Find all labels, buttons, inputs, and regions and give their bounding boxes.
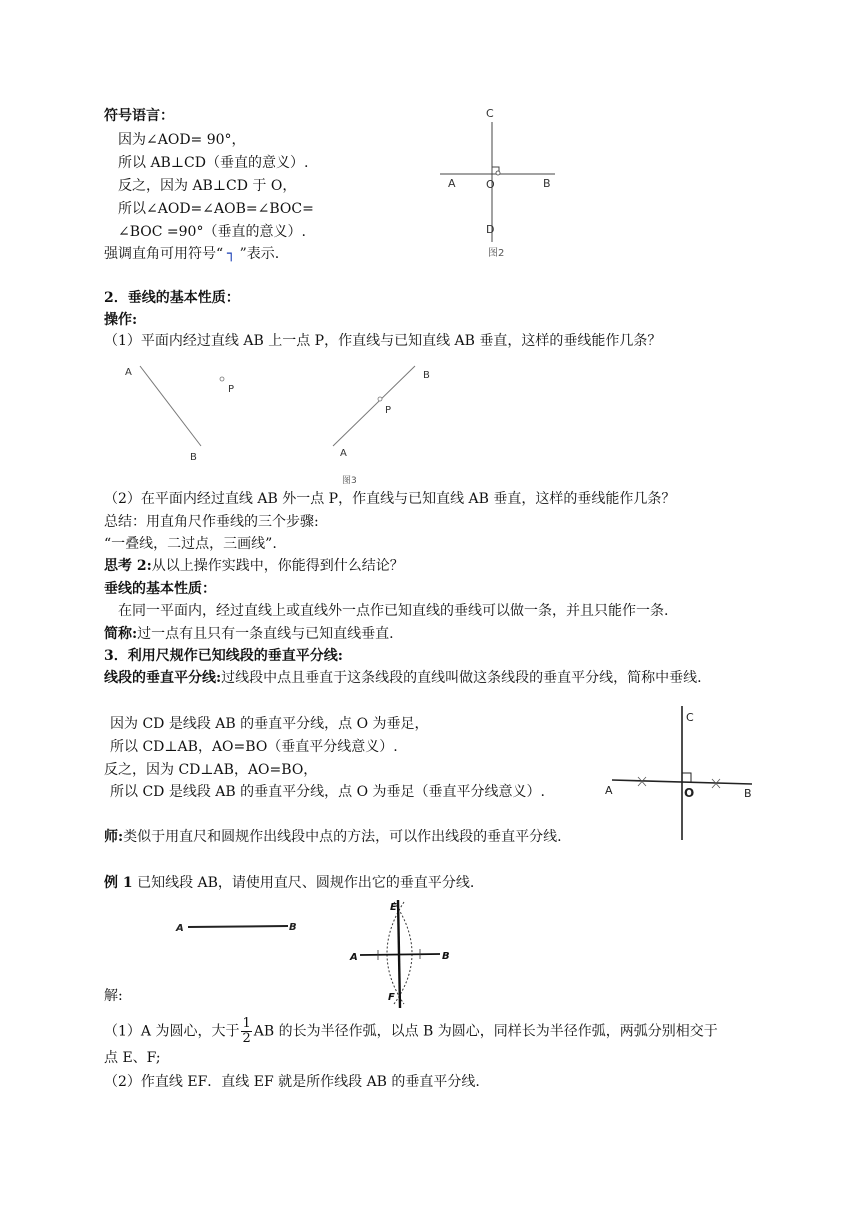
section1-line-2: 所以 AB⊥CD（垂直的意义）. <box>118 155 309 171</box>
fig3-label-b1: B <box>190 452 197 463</box>
teacher-text: 类似于用直尺和圆规作出线段中点的方法，可以作出线段的垂直平分线. <box>123 829 562 845</box>
fig2-label-a: A <box>448 177 456 190</box>
section1-line-5: ∠BOC =90°（垂直的意义）. <box>118 224 306 240</box>
fig4-label-c: C <box>686 711 694 724</box>
think-2 <box>104 556 404 576</box>
example-text: 已知线段 AB，请使用直尺、圆规作出它的垂直平分线. <box>137 875 475 891</box>
section1-line-1: 因为∠AOD= 90°， <box>118 132 246 148</box>
figure-4 <box>604 704 764 844</box>
section2-heading: 2．垂线的基本性质： <box>104 290 240 306</box>
figure-2 <box>440 100 570 265</box>
step1-part-b: AB 的长为半径作弧，以点 B 为圆心，同样长为半径作弧，两弧分别相交于 <box>253 1023 718 1040</box>
fig6-label-f: F <box>388 992 395 1003</box>
fraction-denominator: 2 <box>242 1031 251 1046</box>
step-1-continued: 点 E、F; <box>104 1050 161 1066</box>
think-label: 思考 2: <box>104 558 152 574</box>
note-before: 强调直角可用符号“ <box>104 246 224 262</box>
definition-label: 线段的垂直平分线: <box>104 670 222 686</box>
fig4-label-a: A <box>605 784 613 797</box>
question-2: （2）在平面内经过直线 AB 外一点 P，作直线与已知直线 AB 垂直，这样的垂线能作几条？ <box>104 491 676 507</box>
section3-line-2: 所以 CD⊥AB，AO=BO（垂直平分线意义）. <box>110 739 398 755</box>
section3-heading: 3．利用尺规作已知线段的垂直平分线: <box>104 648 343 664</box>
operation-heading: 操作: <box>104 312 138 328</box>
fig5-label-a: A <box>176 923 184 934</box>
teacher-label: 师: <box>104 829 124 845</box>
step-2: （2）作直线 EF．直线 EF 就是所作线段 AB 的垂直平分线. <box>104 1074 480 1090</box>
right-angle-symbol: ┐ <box>227 246 236 262</box>
figure-6 <box>346 898 456 1013</box>
short-label: 简称: <box>104 626 138 642</box>
fig5-label-b: B <box>289 922 297 933</box>
definition-text: 过线段中点且垂直于这条线段的直线叫做这条线段的垂直平分线，简称中垂线. <box>221 670 702 686</box>
think-text: 从以上操作实践中，你能得到什么结论？ <box>151 558 404 574</box>
fig2-caption: 图2 <box>488 248 505 259</box>
fig3-label-a2: A <box>340 448 347 459</box>
figure-5 <box>176 915 301 939</box>
fig3-label-p1: P <box>228 384 235 395</box>
fig6-label-a: A <box>350 952 358 963</box>
fig2-label-d: D <box>486 223 495 236</box>
fig6-label-e: E <box>390 902 397 913</box>
fig4-label-b: B <box>744 787 752 800</box>
example-label: 例 1 <box>104 875 133 891</box>
fig3-label-a1: A <box>125 367 132 378</box>
short-statement <box>104 624 394 644</box>
fraction-numerator: 1 <box>242 1016 251 1031</box>
fraction-one-half <box>241 1017 251 1046</box>
step1-part-a: （1）A 为圆心，大于 <box>104 1023 240 1040</box>
solution-label: 解: <box>104 988 123 1004</box>
question-1: （1）平面内经过直线 AB 上一点 P，作直线与已知直线 AB 垂直，这样的垂线能作几条？ <box>104 333 662 349</box>
note-after: ”表示. <box>239 246 280 262</box>
section1-line-4: 所以∠AOD=∠AOB=∠BOC= <box>118 201 314 217</box>
definition <box>104 668 702 688</box>
section1-line-3: 反之，因为 AB⊥CD 于 O， <box>118 178 297 194</box>
section3-line-3: 反之，因为 CD⊥AB，AO=BO， <box>104 762 318 778</box>
section1-heading: 符号语言： <box>104 108 174 124</box>
example-1 <box>104 873 474 893</box>
right-angle-note <box>104 244 279 264</box>
property-heading: 垂线的基本性质： <box>104 581 216 597</box>
section3-line-1: 因为 CD 是线段 AB 的垂直平分线，点 O 为垂足， <box>110 716 429 732</box>
fig2-label-b: B <box>543 177 551 190</box>
short-text: 过一点有且只有一条直线与已知直线垂直. <box>137 626 394 642</box>
teacher-note <box>104 827 562 847</box>
property-text: 在同一平面内，经过直线上或直线外一点作已知直线的垂线可以做一条，并且只能作一条. <box>118 603 669 619</box>
fig3-label-b2: B <box>423 370 430 381</box>
summary-line-2: “一叠线，二过点，三画线”. <box>104 536 277 552</box>
section3-line-4: 所以 CD 是线段 AB 的垂直平分线，点 O 为垂足（垂直平分线意义）. <box>110 784 545 800</box>
fig2-label-c: C <box>486 107 494 120</box>
summary-line-1: 总结：用直角尺作垂线的三个步骤: <box>104 514 319 530</box>
fig3-caption: 图3 <box>342 476 357 486</box>
fig2-label-o: O <box>486 178 495 191</box>
fig6-label-b: B <box>442 951 450 962</box>
step-1 <box>104 1017 718 1046</box>
fig3-label-p2: P <box>385 405 392 416</box>
figure-3 <box>118 360 438 485</box>
fig4-label-o: O <box>684 786 695 800</box>
